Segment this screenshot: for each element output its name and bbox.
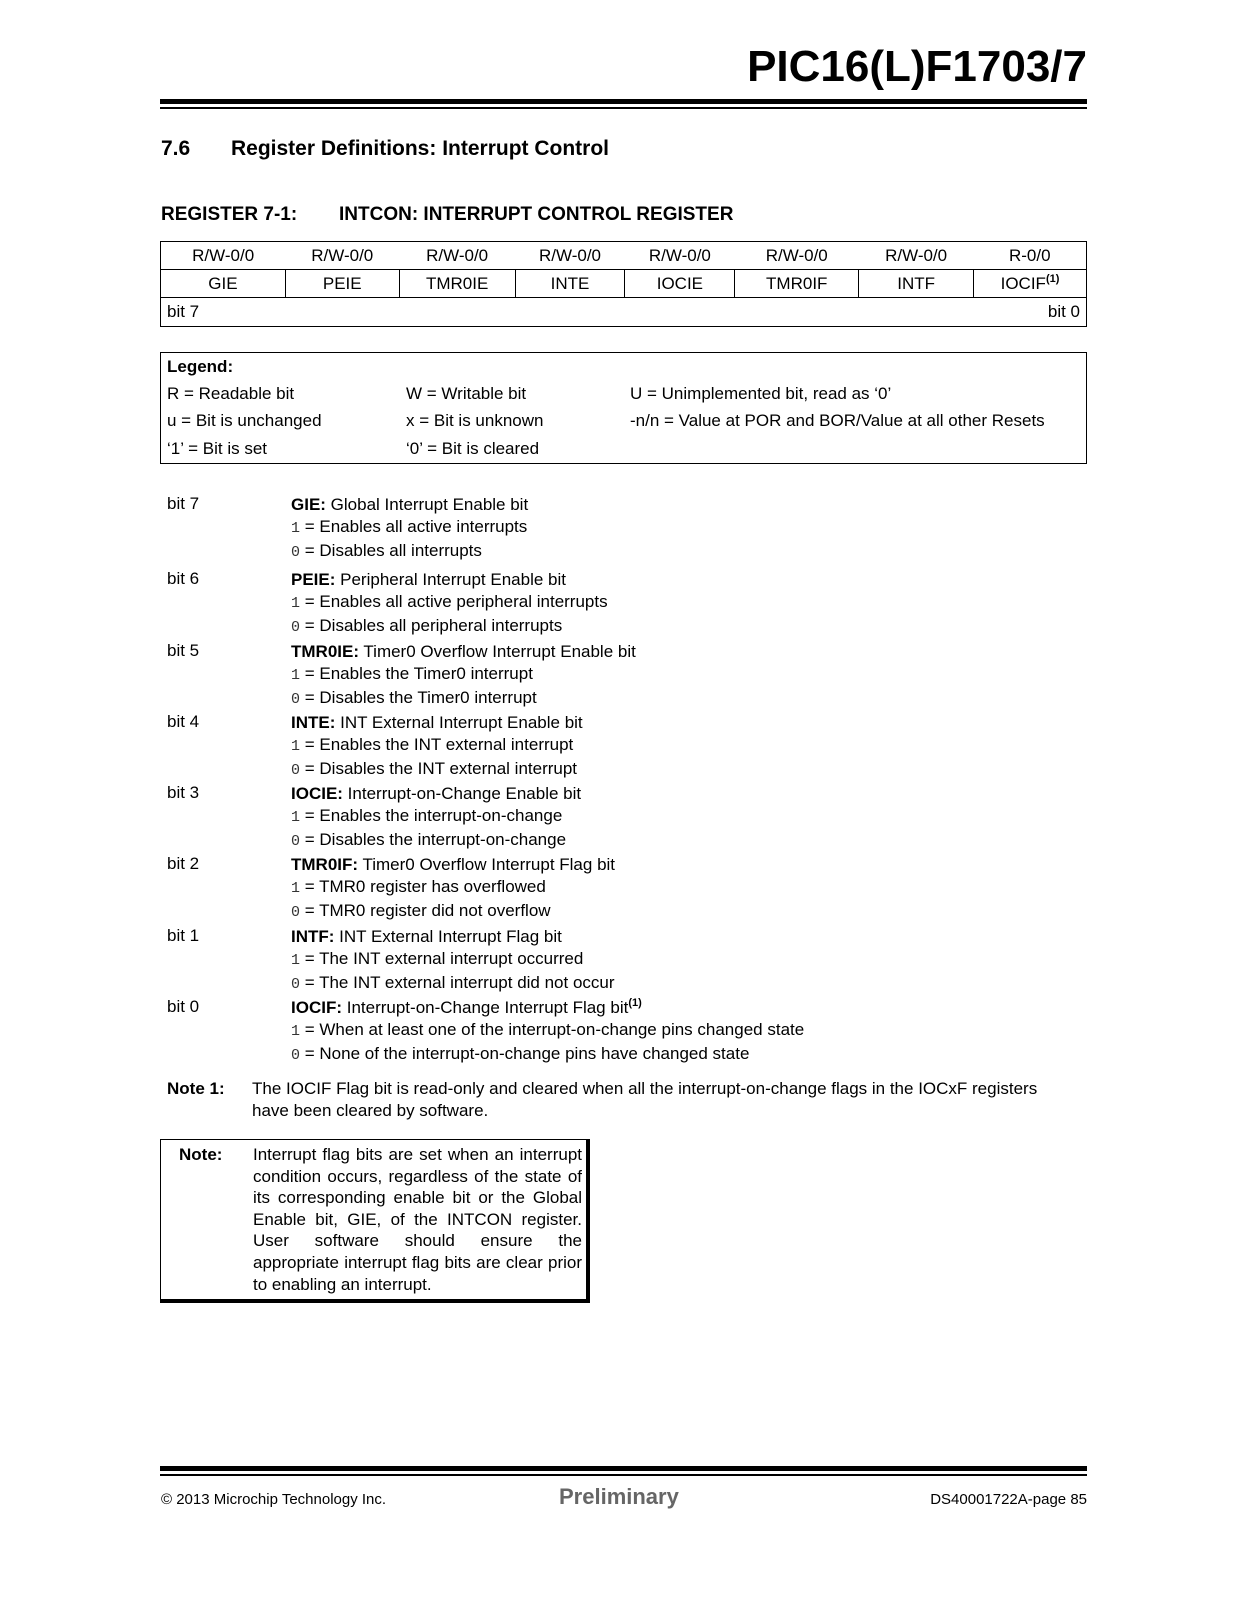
legend-unknown: x = Bit is unknown [406,411,544,430]
section-heading [161,137,609,161]
bit-label: bit 7 [167,494,200,513]
legend-readable: R = Readable bit [167,384,295,403]
value-one-line [291,663,636,687]
access-cell: R/W-0/0 [399,242,515,270]
legend-reset-values: -n/n = Value at POR and BOR/Value at all other Resets [630,411,1045,430]
footnote-label: Note 1: [167,1079,225,1098]
header-rule-thin [160,107,1087,109]
access-row [161,242,1087,270]
value-zero-code: 0 [291,976,301,993]
access-cell: R/W-0/0 [625,242,735,270]
value-one-line [291,876,615,900]
bit-low-label: bit 0 [1047,302,1080,321]
value-zero-meaning: = Disables the Timer0 interrupt [300,688,537,707]
value-zero-code: 0 [291,544,301,561]
value-zero-line [291,615,608,639]
bit-label: bit 2 [167,854,200,873]
bit-heading [291,926,615,948]
bit-summary: Timer0 Overflow Interrupt Enable bit [359,642,636,661]
value-zero-line [291,900,615,924]
bit-name: IOCIF: [291,998,342,1017]
value-zero-line [291,829,581,853]
footer-rule-thin [160,1474,1087,1476]
bit-high-label: bit 7 [167,302,200,321]
bit-label: bit 4 [167,712,200,731]
value-zero-line [291,758,583,782]
bit-name-cell: IOCIE [625,270,735,298]
bit-label: bit 1 [167,926,200,945]
value-zero-meaning: = Disables the INT external interrupt [300,759,578,778]
register-title: INTCON: INTERRUPT CONTROL REGISTER [339,204,734,225]
value-one-code: 1 [291,1023,301,1040]
bit-name: INTE: [291,713,336,732]
bit-name: TMR0IF: [291,855,359,874]
access-cell: R/W-0/0 [735,242,859,270]
legend-cleared: ‘0’ = Bit is cleared [406,439,540,458]
bit-summary: Interrupt-on-Change Enable bit [342,784,582,803]
bit-description [291,997,804,1067]
value-zero-line [291,1043,804,1067]
legend-unimplemented: U = Unimplemented bit, read as ‘0’ [630,384,892,403]
note-box [160,1139,590,1303]
value-one-code: 1 [291,738,301,755]
value-zero-line [291,972,615,996]
section-title: Register Definitions: Interrupt Control [231,137,609,160]
section-number: 7.6 [161,137,191,160]
bit-description [291,641,636,711]
bit-summary: Timer0 Overflow Interrupt Flag bit [358,855,616,874]
value-zero-code: 0 [291,1047,301,1064]
bit-name: TMR0IE: [291,642,359,661]
bit-description [291,854,615,924]
footer-copyright: © 2013 Microchip Technology Inc. [161,1491,387,1508]
access-cell: R/W-0/0 [859,242,974,270]
bit-name: INTF: [291,927,335,946]
value-zero-meaning: = Disables the interrupt-on-change [300,830,567,849]
footer-rule-thick [160,1466,1087,1471]
bit-summary: Peripheral Interrupt Enable bit [335,570,566,589]
bit-name-cell: GIE [161,270,286,298]
bit-label: bit 5 [167,641,200,660]
legend-unchanged: u = Bit is unchanged [167,411,322,430]
value-zero-code: 0 [291,691,301,708]
legend-set: ‘1’ = Bit is set [167,439,267,458]
bit-name-cell: INTE [515,270,625,298]
footnote-ref: (1) [628,997,642,1009]
bit-name-cell: INTF [859,270,974,298]
value-zero-meaning: = Disables all interrupts [300,541,482,560]
footer-status: Preliminary [559,1484,679,1509]
legend-title: Legend: [167,357,234,376]
bit-summary: Global Interrupt Enable bit [325,495,529,514]
value-one-line [291,591,608,615]
value-one-code: 1 [291,880,301,897]
bit-name: PEIE: [291,570,336,589]
bit-summary: INT External Interrupt Enable bit [335,713,583,732]
access-cell: R-0/0 [974,242,1087,270]
register-label: REGISTER 7-1: [161,204,298,225]
value-one-line [291,948,615,972]
value-zero-meaning: = Disables all peripheral interrupts [300,616,563,635]
bit-heading [291,641,636,663]
value-one-code: 1 [291,809,301,826]
note-label: Note: [179,1145,223,1164]
value-one-line [291,516,528,540]
bit-description [291,783,581,853]
document-title: PIC16(L)F1703/7 [747,42,1087,91]
value-zero-code: 0 [291,619,301,636]
value-one-meaning: = TMR0 register has overflowed [300,877,546,896]
bit-index-row [161,298,1087,327]
value-zero-code: 0 [291,833,301,850]
bit-summary: INT External Interrupt Flag bit [334,927,562,946]
bit-description [291,926,615,996]
value-one-meaning: = Enables all active interrupts [300,517,528,536]
value-zero-code: 0 [291,762,301,779]
register-caption [161,204,733,226]
value-zero-line [291,540,528,564]
bit-label: bit 3 [167,783,200,802]
bit-name-cell [974,270,1087,298]
value-one-code: 1 [291,520,301,537]
value-zero-code: 0 [291,904,301,921]
bit-heading [291,569,608,591]
access-cell: R/W-0/0 [285,242,399,270]
bit-heading [291,997,804,1019]
value-one-code: 1 [291,952,301,969]
bit-heading [291,712,583,734]
bit-name: GIE: [291,495,326,514]
value-zero-meaning: = None of the interrupt-on-change pins have changed state [300,1044,750,1063]
bit-name: IOCIE: [291,784,343,803]
bit-name-cell: PEIE [285,270,399,298]
bit-name-cell: TMR0IF [735,270,859,298]
value-one-meaning: = The INT external interrupt occurred [300,949,584,968]
value-zero-line [291,687,636,711]
footnote-ref: (1) [1045,272,1060,285]
value-one-code: 1 [291,595,301,612]
value-one-line [291,805,581,829]
value-one-code: 1 [291,667,301,684]
bit-heading [291,854,615,876]
footnote-text: The IOCIF Flag bit is read-only and cleared when all the interrupt-on-change flags in the IOCxF registers have been cleared by software. [252,1079,1038,1120]
value-one-meaning: = Enables the Timer0 interrupt [300,664,533,683]
value-one-meaning: = Enables the interrupt-on-change [300,806,563,825]
bit-name-text: IOCIF [1000,273,1046,293]
value-one-meaning: = Enables the INT external interrupt [300,735,574,754]
access-cell: R/W-0/0 [161,242,286,270]
bit-description [291,494,528,564]
value-zero-meaning: = The INT external interrupt did not occur [300,973,615,992]
bit-heading [291,783,581,805]
header-rule-thick [160,99,1087,104]
access-cell: R/W-0/0 [515,242,625,270]
note-text: Interrupt flag bits are set when an interrupt condition occurs, regardless of the state of its corresponding enable bit or the Global Enable bit, GIE, of the INTCON register. User software should ensure the appropriate interrupt flag bits are clear prior to enabling an interrupt. [253,1145,582,1294]
bit-label: bit 0 [167,997,200,1016]
bit-heading [291,494,528,516]
bit-name-row [161,270,1087,298]
value-one-meaning: = Enables all active peripheral interrupts [300,592,608,611]
bit-label: bit 6 [167,569,200,588]
legend-writable: W = Writable bit [406,384,527,403]
bit-description [291,569,608,639]
register-bit-table [160,241,1087,327]
legend-box [160,352,1087,464]
bit-name-cell: TMR0IE [399,270,515,298]
value-one-line [291,1019,804,1043]
value-one-meaning: = When at least one of the interrupt-on-change pins changed state [300,1020,805,1039]
bit-index-cell [161,298,1087,327]
value-zero-meaning: = TMR0 register did not overflow [300,901,551,920]
value-one-line [291,734,583,758]
footer-page-number: DS40001722A-page 85 [930,1491,1087,1508]
bit-description [291,712,583,782]
bit-summary: Interrupt-on-Change Interrupt Flag bit [342,998,629,1017]
